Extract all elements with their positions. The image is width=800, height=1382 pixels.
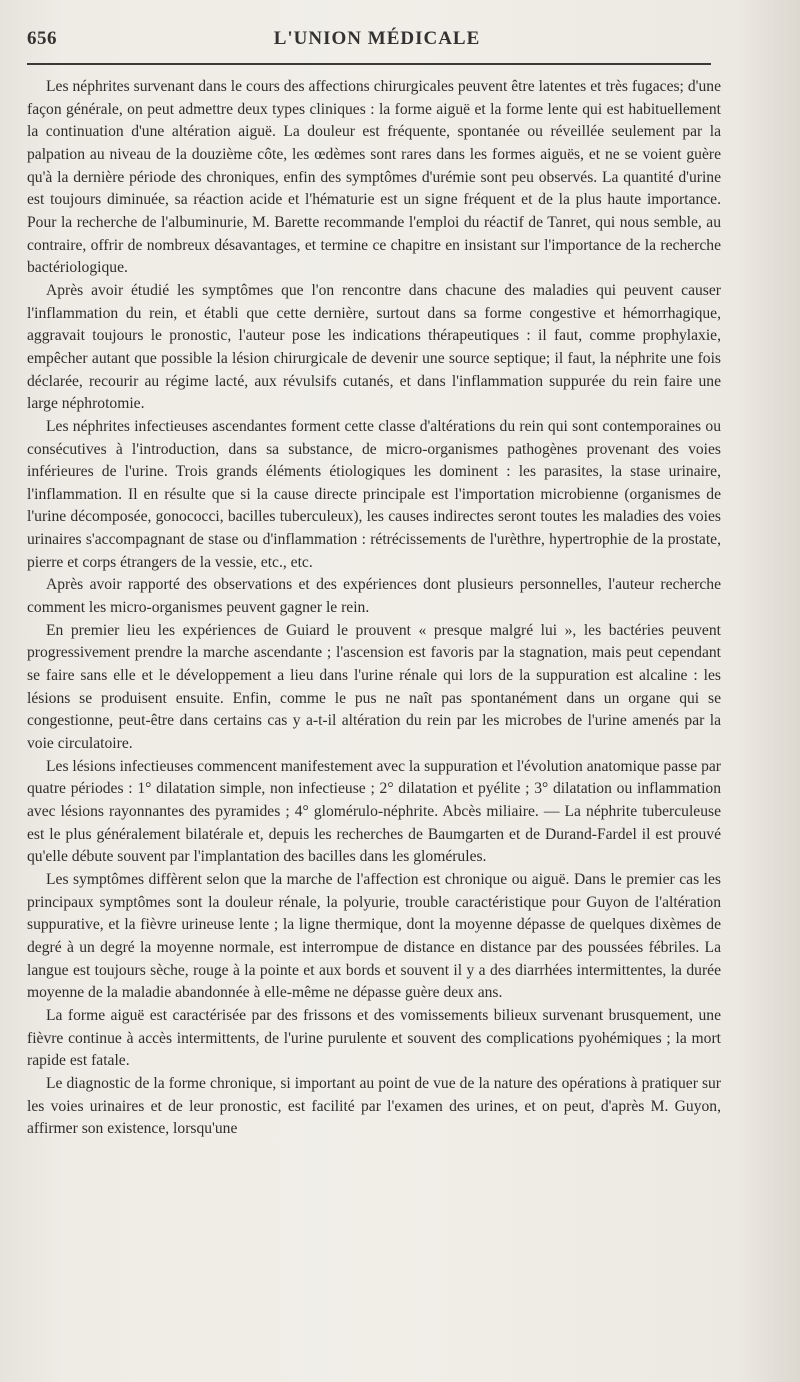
paragraph-4: Après avoir rapporté des observations et des expériences dont plusieurs personnelles, l'auteur recherche comment les micro-organismes peuvent gagner le rein. — [27, 576, 721, 617]
page-header — [27, 28, 727, 58]
paragraph-2: Après avoir étudié les symptômes que l'on rencontre dans chacune des maladies qui peuvent causer l'inflammation du rein, et établi que cette dernière, surtout dans sa forme congestive et hémorrhagique, aggravait toujours le pronostic, l'auteur pose les indications thérapeutiques : il faut, comme prophylaxie, empêcher autant que possible la lésion chirurgicale de devenir une source septique; il faut, la néphrite une fois déclarée, recourir au régime lacté, aux révulsifs cutanés, et dans l'inflammation suppurée du rein faire une large néphrotomie. — [27, 281, 721, 413]
paragraph-9: Le diagnostic de la forme chronique, si important au point de vue de la nature des opérations à pratiquer sur les voies urinaires et de leur pronostic, est facilité par l'examen des urines, et on peut, d'après M. Guyon, affirmer son existence, lorsqu'une — [27, 1074, 721, 1138]
header-rule — [27, 63, 711, 65]
paragraph-1: Les néphrites survenant dans le cours des affections chirurgicales peuvent être latentes et très fugaces; d'une façon générale, on peut admettre deux types cliniques : la forme aiguë et la forme lente qui est habituellement la continuation d'une altération aiguë. La douleur est fréquente, spontanée ou réveillée seulement par la palpation au niveau de la douzième côte, les œdèmes sont rares dans les formes aiguës, et ne se voient guère qu'à la dernière période des chroniques, enfin des symptômes d'urémie sont peu observés. La quantité d'urine est toujours diminuée, sa réaction acide et l'hématurie est un signe fréquent et de la plus haute importance. Pour la recherche de l'albuminurie, M. Barette recommande l'emploi du réactif de Tanret, qui nous semble, au contraire, offrir de nombreux désavantages, et termine ce chapitre en insistant sur l'importance de la recherche bactériologique. — [27, 78, 721, 277]
article-body — [27, 76, 721, 1141]
paragraph-8: La forme aiguë est caractérisée par des frissons et des vomissements bilieux survenant brusquement, une fièvre continue à accès intermittents, de l'urine purulente et souvent des complications pyohémiques ; la mort rapide est fatale. — [27, 1006, 721, 1070]
paragraph-3: Les néphrites infectieuses ascendantes forment cette classe d'altérations du rein qui sont contemporaines ou consécutives à l'introduction, dans sa substance, de micro-organismes pathogènes provenant des voies inférieures de l'urine. Trois grands éléments étiologiques les dominent : les parasites, la stase urinaire, l'inflammation. Il en résulte que si la cause directe principale est l'importation microbienne (organismes de l'urine décomposée, gonococci, bacilles tuberculeux), les causes indirectes seront toutes les maladies des voies urinaires s'accompagnant de stase ou d'inflammation : rétrécissements de l'urèthre, hypertrophie de la prostate, pierre et corps étrangers de la vessie, etc., etc. — [27, 417, 721, 571]
paragraph-6: Les lésions infectieuses commencent manifestement avec la suppuration et l'évolution anatomique passe par quatre périodes : 1° dilatation simple, non infectieuse ; 2° dilatation et pyélite ; 3° dilatation ou inflammation avec lésions rayonnantes des pyramides ; 4° glomérulo-néphrite. Abcès miliaire. — La néphrite tuberculeuse est le plus généralement bilatérale et, depuis les recherches de Baumgarten et de Durand-Fardel il est prouvé qu'elle débute souvent par l'implantation des bacilles dans les glomérules. — [27, 757, 721, 866]
journal-title: L'UNION MÉDICALE — [273, 28, 481, 49]
page-number: 656 — [27, 28, 57, 49]
paragraph-5: En premier lieu les expériences de Guiard le prouvent « presque malgré lui », les bactéries peuvent progressivement prendre la marche ascendante ; l'ascension est favoris par la stagnation, mais peut cependant se faire sans elle et le développement a lieu dans l'urine rénale qui lors de la suppuration est alcaline : les lésions se produisent ensuite. Enfin, comme le pus ne naît pas spontanément dans un organe qui se congestionne, peut-être dans certains cas y a-t-il altération du rein par les microbes de l'urine amenés par la voie circulatoire. — [27, 621, 721, 753]
paragraph-7: Les symptômes diffèrent selon que la marche de l'affection est chronique ou aiguë. Dans le premier cas les principaux symptômes sont la douleur rénale, la polyurie, trouble caractéristique pour Guyon de l'altération suppurative, et la fièvre urineuse lente ; la ligne thermique, dont la moyenne dépasse de quelques dixèmes de degré à un degré la moyenne normale, est interrompue de distance en distance par des poussées fébriles. La langue est toujours sèche, rouge à la pointe et aux bords et souvent il y a des diarrhées intermittentes, la durée moyenne de la maladie abandonnée à elle-même ne dépasse guère deux ans. — [27, 870, 721, 1002]
